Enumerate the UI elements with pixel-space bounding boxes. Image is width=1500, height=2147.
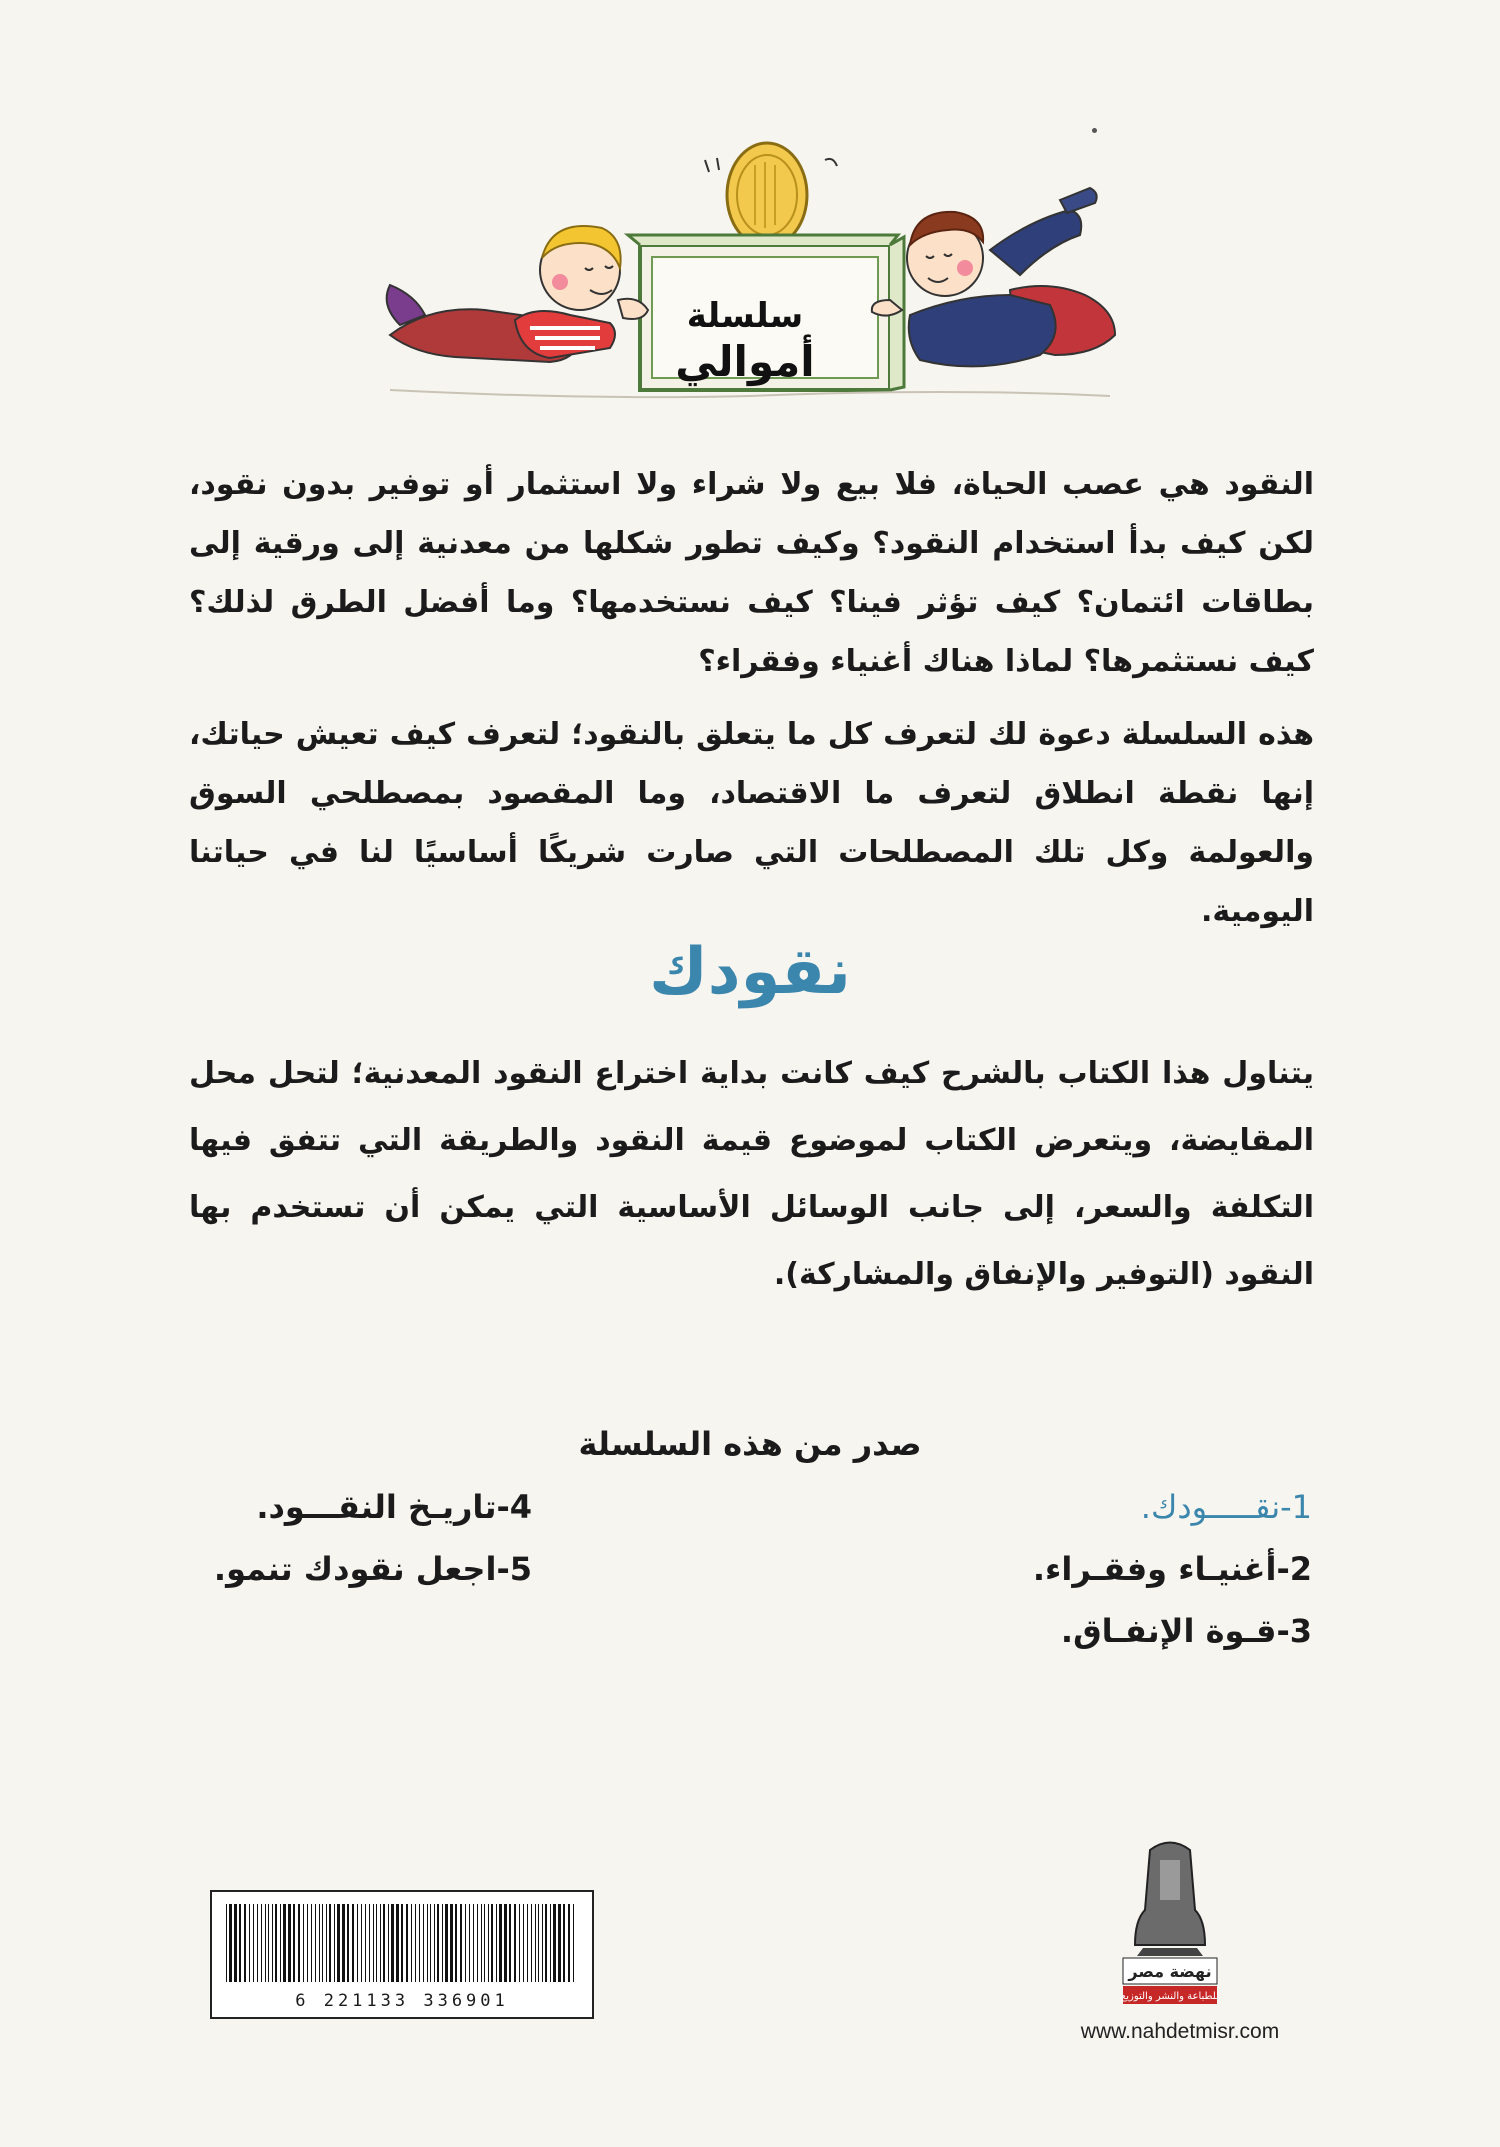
barcode-bar	[244, 1904, 246, 1982]
barcode-bar	[450, 1904, 453, 1982]
series-logo-line1: سلسلة	[686, 296, 804, 336]
barcode-bar	[491, 1904, 493, 1982]
barcode-bar	[415, 1904, 416, 1982]
barcode-bar	[369, 1904, 370, 1982]
barcode-bar	[229, 1904, 232, 1982]
barcode-bar	[322, 1904, 323, 1982]
barcode-bar	[234, 1904, 237, 1982]
barcode-bar	[437, 1904, 439, 1982]
girl-figure	[387, 226, 648, 362]
barcode-bar	[329, 1904, 331, 1982]
barcode-bar	[481, 1904, 482, 1982]
barcode-bar	[573, 1904, 574, 1982]
barcode-bar	[391, 1904, 394, 1982]
barcode-bar	[388, 1904, 389, 1982]
description-paragraph: يتناول هذا الكتاب بالشرح كيف كانت بداية اختراع النقود المعدنية؛ لتحل محل المقايضة، ويتعرض الكتاب لموضوع قيمة النقود والطريقة التي تتفق فيها التكلفة والسعر، إلى جانب الوسائل الأساسية التي يمكن أن تستخدم بها النقود (التوفير والإنفاق والمشاركة).	[189, 1056, 1314, 1292]
series-logo-line2: أموالي	[675, 337, 815, 386]
barcode-bar	[563, 1904, 565, 1982]
series-book-2: 2-أغنيـاء وفقـراء.	[1032, 1550, 1312, 1588]
series-list-heading: صدر من هذه السلسلة	[578, 1425, 922, 1463]
barcode-bar	[542, 1904, 543, 1982]
barcode-bar	[455, 1904, 457, 1982]
barcode-bar	[334, 1904, 335, 1982]
barcode-bar	[239, 1904, 241, 1982]
barcode-bar	[445, 1904, 448, 1982]
barcode-bar	[553, 1904, 556, 1982]
barcode-bar	[275, 1904, 277, 1982]
barcode-bar	[315, 1904, 316, 1982]
paper-speck	[1092, 128, 1097, 133]
barcode-bar	[406, 1904, 408, 1982]
barcode-bar	[473, 1904, 474, 1982]
barcode-bar	[293, 1904, 295, 1982]
barcode-bar	[509, 1904, 511, 1982]
barcode-bar	[268, 1904, 269, 1982]
barcode-bar	[261, 1904, 262, 1982]
barcode-bar	[484, 1904, 485, 1982]
barcode-bar	[249, 1904, 250, 1982]
barcode-bar	[519, 1904, 520, 1982]
publisher-tagline: للطباعة والنشر والتوزيع	[1120, 1991, 1220, 2002]
publisher-name: نهضة مصر	[1128, 1962, 1212, 1981]
barcode-bar	[527, 1904, 528, 1982]
barcode-bar	[319, 1904, 320, 1982]
barcode-bar	[499, 1904, 502, 1982]
series-logo	[660, 294, 830, 386]
barcode-bar	[357, 1904, 358, 1982]
barcode-bar	[342, 1904, 345, 1982]
barcode-bar	[376, 1904, 377, 1982]
series-book-1: 1-نقـــــودك.	[1140, 1488, 1312, 1526]
barcode-bar	[257, 1904, 258, 1982]
series-illustration	[370, 140, 1130, 430]
barcode-bar	[496, 1904, 497, 1982]
barcode-bar	[469, 1904, 470, 1982]
barcode-digits: 6 221133 336901	[295, 1991, 509, 2011]
barcode-bar	[477, 1904, 478, 1982]
publisher-website[interactable]: www.nahdetmisr.com	[1080, 2020, 1280, 2043]
barcode-bar	[303, 1904, 304, 1982]
barcode-bar	[423, 1904, 424, 1982]
barcode-bar	[545, 1904, 547, 1982]
barcode-bar	[337, 1904, 340, 1982]
barcode-bar	[226, 1904, 227, 1982]
barcode-bar	[430, 1904, 431, 1982]
barcode-bar	[523, 1904, 524, 1982]
publisher-logo	[1105, 1830, 1235, 2010]
book-description	[189, 1040, 1314, 1308]
barcode-bar	[538, 1904, 539, 1982]
barcode-bar	[283, 1904, 286, 1982]
barcode-bar	[298, 1904, 300, 1982]
barcode-bar	[265, 1904, 266, 1982]
book-title: نقودك	[649, 935, 851, 1009]
series-book-list	[0, 1488, 1500, 1668]
barcode-bar	[383, 1904, 385, 1982]
barcode-bar	[504, 1904, 507, 1982]
barcode-bar	[550, 1904, 551, 1982]
intro-paragraph-1: النقود هي عصب الحياة، فلا بيع ولا شراء ولا استثمار أو توفير بدون نقود، لكن كيف بدأ استخدام النقود؟ وكيف تطور شكلها من معدنية إلى ورقية إلى بطاقات ائتمان؟ كيف تؤثر فينا؟ كيف نستخدمها؟ وما أفضل الطرق لذلك؟ كيف نستثمرها؟ لماذا هناك أغنياء وفقراء؟	[189, 467, 1314, 679]
barcode-bar	[272, 1904, 273, 1982]
barcode-bar	[442, 1904, 443, 1982]
boy-figure	[872, 188, 1115, 366]
barcode-bar	[361, 1904, 362, 1982]
barcode-bar	[460, 1904, 462, 1982]
barcode-bar	[558, 1904, 561, 1982]
barcode-bar	[427, 1904, 428, 1982]
barcode-bar	[380, 1904, 381, 1982]
barcode-bar	[288, 1904, 291, 1982]
barcode	[210, 1890, 594, 2019]
intro-paragraph-2: هذه السلسلة دعوة لك لتعرف كل ما يتعلق بالنقود؛ لتعرف كيف تعيش حياتك، إنها نقطة انطلاق لتعرف ما الاقتصاد، وما المقصود بمصطلحي السوق والعولمة وكل تلك المصطلحات التي صارت شريكًا أساسيًا لنا في حياتنا اليومية.	[189, 717, 1314, 929]
barcode-bar	[347, 1904, 349, 1982]
barcode-bar	[411, 1904, 412, 1982]
barcode-bar	[568, 1904, 570, 1982]
barcode-bar	[253, 1904, 254, 1982]
barcode-bar	[488, 1904, 489, 1982]
barcode-bar	[280, 1904, 281, 1982]
barcode-bar	[311, 1904, 312, 1982]
barcode-bar	[465, 1904, 466, 1982]
barcode-bar	[373, 1904, 374, 1982]
barcode-bar	[396, 1904, 399, 1982]
barcode-bar	[434, 1904, 435, 1982]
series-book-4: 4-تاريـخ النقـــود.	[256, 1488, 532, 1526]
barcode-bar	[419, 1904, 420, 1982]
barcode-bar	[535, 1904, 536, 1982]
barcode-bar	[401, 1904, 403, 1982]
series-book-5: 5-اجعل نقودك تنمو.	[213, 1550, 532, 1588]
barcode-bar	[352, 1904, 354, 1982]
series-intro	[189, 455, 1314, 941]
coin	[727, 143, 807, 247]
barcode-bar	[365, 1904, 366, 1982]
barcode-bars	[226, 1904, 578, 1982]
barcode-bar	[307, 1904, 308, 1982]
barcode-bar	[514, 1904, 516, 1982]
barcode-bar	[326, 1904, 327, 1982]
series-book-3: 3-قـوة الإنفـاق.	[1060, 1612, 1312, 1650]
barcode-bar	[531, 1904, 532, 1982]
